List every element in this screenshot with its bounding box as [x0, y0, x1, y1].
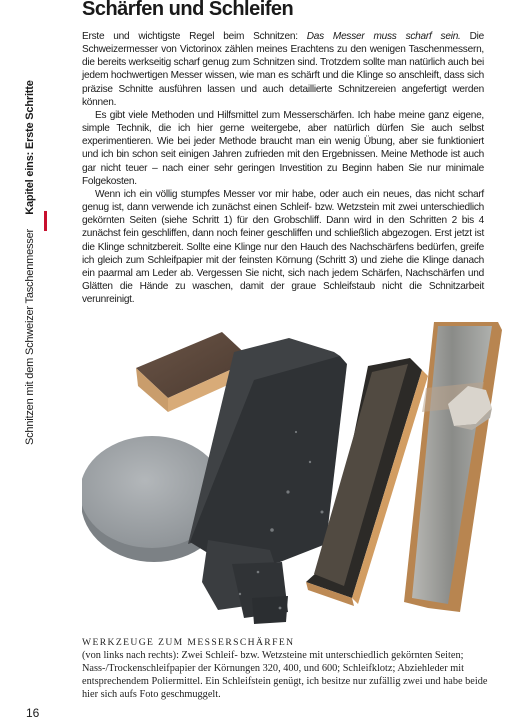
page-number: 16 [26, 706, 40, 720]
side-running-header [0, 0, 48, 720]
leather-strop [404, 322, 502, 612]
figure-caption [82, 636, 492, 701]
chapter-accent-bar [44, 211, 47, 231]
paragraph-3: Wenn ich ein völlig stumpfes Messer vor mir habe, oder auch ein neues, das nicht scharf genug ist, dann verwende ich zunächst einen Schleif- bzw. Wetzstein mit zwei unterschiedlich gekörnten Seiten (siehe Schritt 1) für den Grobschliff. Dann wird in den Schritten 2 bis 4 zunächst fein geschliffen, dann noch feiner geschliffen und schließlich abgezogen. Erst jetzt ist die Klinge schnitzbereit. Sollte eine Klinge nur den Hauch des Nachschärfens bedürfen, greife ich gleich zum Schleifpapier mit der feinsten Körnung (Schritt 3) und ziehe die Klinge danach ein paarmal am Leder ab. Vergessen Sie nicht, sich nach jedem Schärfen, Nachschärfen und Glätten die Hände zu waschen, damit der graue Schleifstaub nicht die Schnitzarbeit verunreinigt. [82, 188, 484, 306]
sharpening-tools-photo [82, 312, 509, 628]
page-title: Schärfen und Schleifen [82, 0, 294, 20]
caption-text: (von links nach rechts): Zwei Schleif- bzw. Wetzsteine mit unterschiedlich gekörnten Seiten; Nass-/Trockenschleifpapier der Körnungen 320, 400, und 600; Schleifklotz; Abziehleder mit entsprechendem Poliermittel. Ein Schleifstein genügt, ich besitze nur zufällig zwei und habe beide hier sich aufs Foto geschmuggelt. [82, 650, 488, 700]
book-title: Schnitzen mit dem Schweizer Taschenmesser [24, 228, 36, 445]
paragraph-1-emphasis: Das Messer muss scharf sein. [306, 31, 461, 42]
caption-title: WERKZEUGE ZUM MESSERSCHÄRFEN [82, 637, 295, 648]
body-text [82, 30, 484, 306]
paragraph-1-lead: Erste und wichtigste Regel beim Schnitzen: [82, 31, 307, 42]
chapter-title: Kapitel eins: Erste Schritte [24, 80, 36, 215]
paragraph-1 [82, 30, 484, 109]
side-spacer [24, 217, 36, 226]
paragraph-2: Es gibt viele Methoden und Hilfsmittel zum Messerschärfen. Ich habe meine ganz eigene, simple Technik, die ich hier gerne weitergebe, aber natürlich dürfen Sie auch selbst experimentieren. Wie bei jeder Methode braucht man ein wenig Übung, aber sie funktioniert und ich bin schon seit einigen Jahren zufrieden mit den Ergebnissen. Meine Methode ist auch gar nicht teuer – nach einer sehr geringen Investition zu Beginn haben Sie nur minimale Folgekosten. [82, 109, 484, 187]
paragraph-1-rest: Die Schweizermesser von Victorinox zählen meines Erachtens zu den wenigen Taschenmessern, die bereits werkseitig scharf genug zum Schnitzen sind. Trotzdem sollte man natürlich auch bei jedem hochwertigen Messer wissen, wie man es schärft und die Klinge so anschleift, dass sich präzise Schnitte ausführen lassen und auch detaillierte Schnitzereien angefertigt werden können. [82, 31, 484, 108]
side-running-header-text [24, 80, 36, 445]
